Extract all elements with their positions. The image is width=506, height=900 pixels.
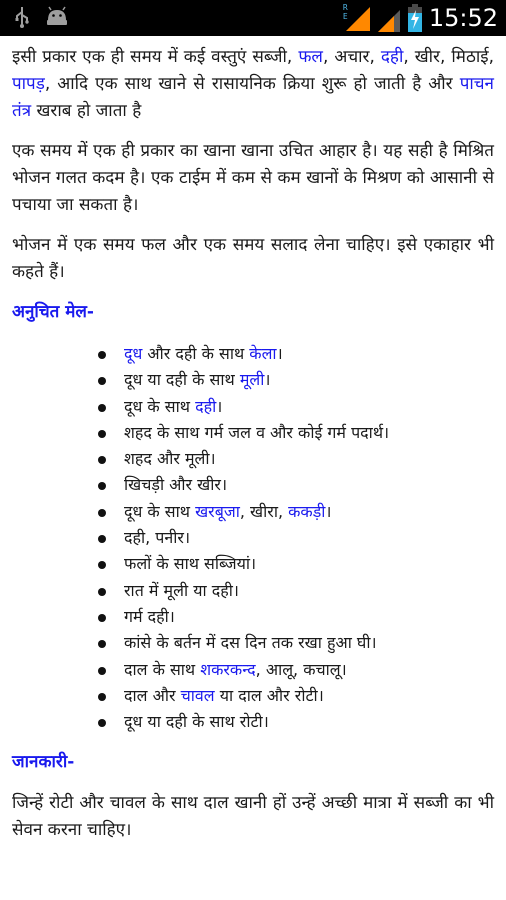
text-segment: एक समय में एक ही प्रकार का खाना खाना उचित आहार है। यह सही है मिश्रित भोजन गलत कदम है। एक टाईम में कम से कम खानों के मिश्रण को आसानी से पचाया जा सकता है। xyxy=(12,141,494,215)
paragraph-3 xyxy=(0,232,506,286)
article-content[interactable] xyxy=(0,36,506,900)
text-segment: दाल और xyxy=(124,685,181,705)
text-segment: भोजन में एक समय फल और एक समय सलाद लेना चाहिए। इसे एकाहार भी कहते हैं। xyxy=(12,235,494,282)
text-segment: फलों के साथ सब्जियां। xyxy=(124,554,257,574)
text-segment: , आलू, कचालू। xyxy=(255,659,347,679)
list-item xyxy=(98,630,506,656)
text-segment: इसी प्रकार एक ही समय में कई वस्तुएं सब्जी, xyxy=(12,47,299,67)
status-left xyxy=(14,6,70,28)
text-segment: दूध या दही के साथ xyxy=(124,370,240,390)
inline-link[interactable]: पाचन तंत्र xyxy=(12,74,494,121)
inline-link[interactable]: दही xyxy=(380,47,404,67)
status-right xyxy=(343,2,498,34)
inline-link[interactable]: केला xyxy=(249,344,277,363)
clock: 15:52 xyxy=(428,4,498,32)
signal-icon xyxy=(345,6,371,32)
inline-link[interactable]: पापड़ xyxy=(12,74,45,94)
inline-link[interactable]: शकरकन्द xyxy=(200,659,256,679)
text-segment: कांसे के बर्तन में दस दिन तक रखा हुआ घी। xyxy=(124,633,377,653)
android-icon xyxy=(44,6,70,28)
text-segment: । xyxy=(264,370,271,390)
text-segment: जिन्हें रोटी और चावल के साथ दाल खानी हों उन्हें अच्छी मात्रा में सब्जी का भी सेवन करना चाहिए। xyxy=(12,793,494,841)
signal-icon xyxy=(377,7,401,33)
text-segment: रात में मूली या दही। xyxy=(124,580,239,600)
text-segment: दाल के साथ xyxy=(124,659,201,679)
list-item xyxy=(98,367,506,393)
inline-link[interactable]: फल xyxy=(298,47,323,67)
list-item xyxy=(98,446,506,472)
text-segment: शहद के साथ गर्म जल व और कोई गर्म पदार्थ। xyxy=(124,422,390,442)
list-item xyxy=(98,683,506,709)
network-type-label: R E xyxy=(342,3,348,21)
text-segment: । xyxy=(216,396,223,416)
text-segment: खिचड़ी और खीर। xyxy=(124,475,228,495)
inline-link[interactable]: दूध xyxy=(124,344,143,363)
improper-combinations-list xyxy=(0,341,506,735)
inline-link[interactable]: चावल xyxy=(180,685,215,705)
list-item xyxy=(98,657,506,683)
paragraph-1 xyxy=(0,44,506,125)
signal-wrap xyxy=(343,3,371,33)
text-segment: । xyxy=(276,344,283,363)
list-item xyxy=(98,604,506,630)
list-item xyxy=(98,472,506,498)
text-segment: या दाल और रोटी। xyxy=(214,685,324,705)
list-item xyxy=(98,394,506,420)
paragraph-2 xyxy=(0,138,506,219)
text-segment: दही, पनीर। xyxy=(124,528,191,548)
text-segment: गर्म दही। xyxy=(124,606,175,626)
battery-charging-icon xyxy=(407,4,423,32)
text-segment: , खीर, मिठाई, xyxy=(403,47,494,67)
usb-icon xyxy=(14,6,30,28)
section-heading-improper-combinations: अनुचित मेल- xyxy=(12,302,94,322)
text-segment: , आदि एक साथ खाने से रासायनिक क्रिया शुरू हो जाती है और xyxy=(44,74,460,94)
text-segment: , खीरा, xyxy=(239,501,289,521)
list-item xyxy=(98,341,506,367)
list-item xyxy=(98,551,506,577)
inline-link[interactable]: खरबूजा xyxy=(195,501,240,521)
section-heading-information: जानकारी- xyxy=(12,752,75,773)
text-segment: । xyxy=(325,501,332,521)
list-item xyxy=(98,499,506,525)
list-item xyxy=(98,420,506,446)
text-segment: दूध या दही के साथ रोटी। xyxy=(124,712,269,732)
text-segment: दूध के साथ xyxy=(124,501,196,521)
list-item xyxy=(98,525,506,551)
list-item xyxy=(98,578,506,604)
text-segment: और दही के साथ xyxy=(142,344,250,363)
paragraph-final xyxy=(0,790,506,844)
text-segment: , अचार, xyxy=(322,47,381,67)
text-segment: दूध के साथ xyxy=(124,396,196,416)
text-segment: खराब हो जाता है xyxy=(31,101,142,121)
text-segment: शहद और मूली। xyxy=(124,449,216,469)
list-item xyxy=(98,709,506,735)
status-bar xyxy=(0,0,506,36)
inline-link[interactable]: मूली xyxy=(239,370,265,390)
inline-link[interactable]: ककड़ी xyxy=(288,501,326,521)
inline-link[interactable]: दही xyxy=(195,396,217,416)
